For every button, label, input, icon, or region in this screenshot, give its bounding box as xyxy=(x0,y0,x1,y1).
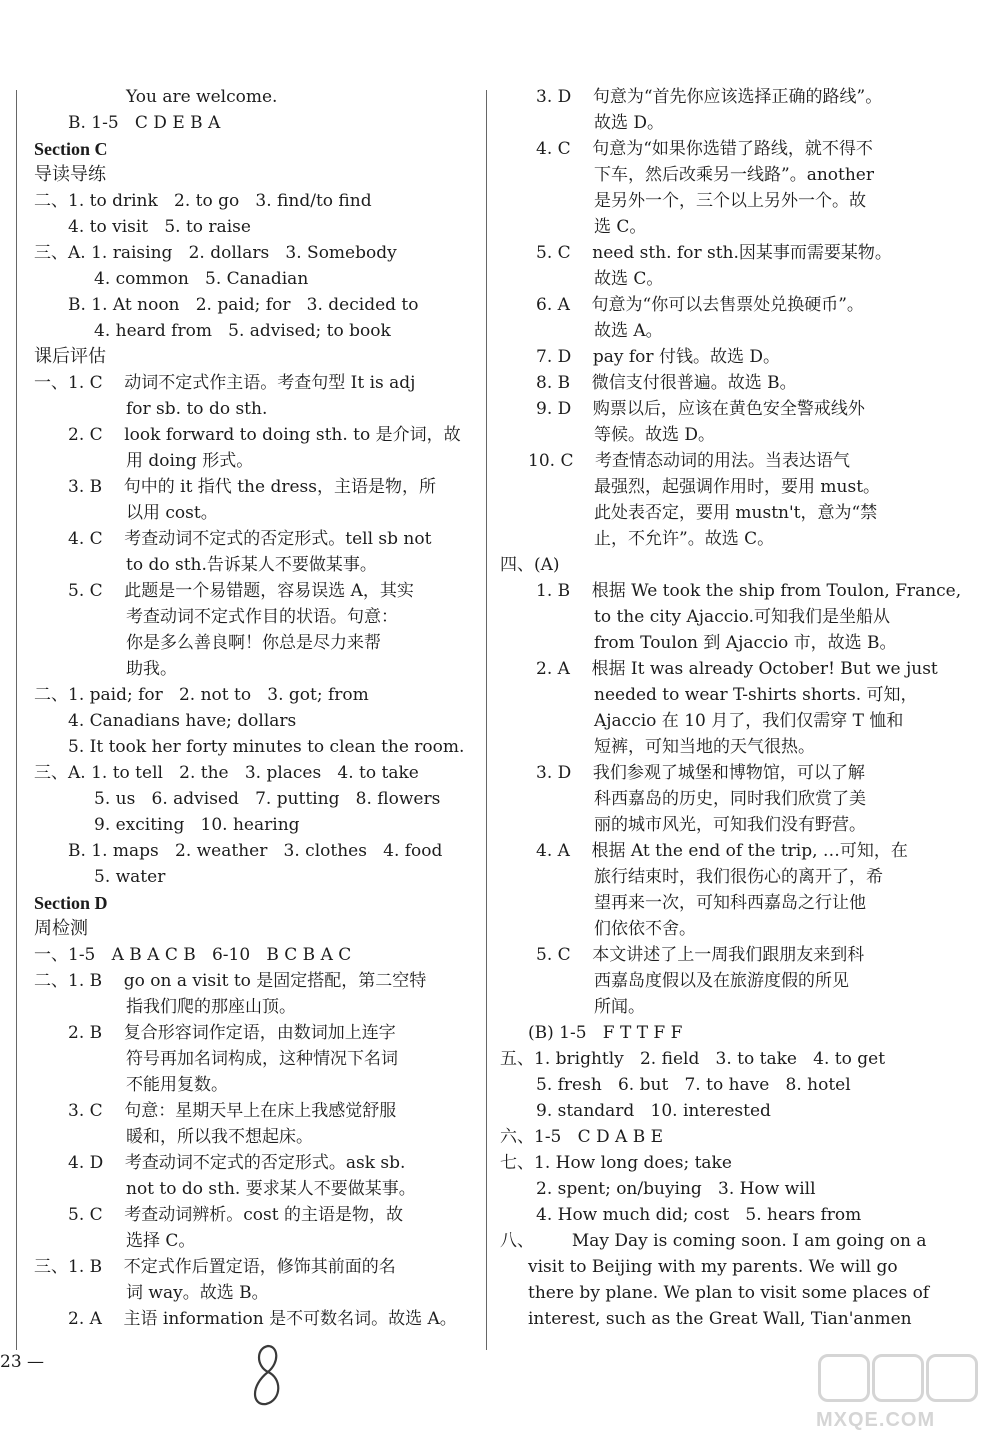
text-line: 暖和，所以我不想起床。 xyxy=(126,1127,313,1147)
text-line: 二、1. to drink 2. to go 3. find/to find xyxy=(34,191,372,211)
text-line: 你是多么善良啊！你总是尽力来帮 xyxy=(126,633,381,653)
text-line: 5. It took her forty minutes to clean the room. xyxy=(68,737,465,757)
text-line: 不能用复数。 xyxy=(126,1075,228,1095)
handwritten-mark xyxy=(238,1340,298,1410)
text-line: 2. A 主语 information 是不可数名词。故选 A。 xyxy=(68,1309,457,1329)
text-line: 故选 D。 xyxy=(594,113,665,133)
text-line: 指我们爬的那座山顶。 xyxy=(126,997,296,1017)
text-line: from Toulon 到 Ajaccio 市，故选 B。 xyxy=(594,633,897,653)
text-line: 2. C look forward to doing sth. to 是介词，故 xyxy=(68,425,461,445)
text-line: 3. D 句意为“首先你应该选择正确的路线”。 xyxy=(536,87,883,107)
text-line: 2. B 复合形容词作定语，由数词加上连字 xyxy=(68,1023,396,1043)
text-line: B. 1. At noon 2. paid; for 3. decided to xyxy=(68,295,419,315)
text-line: 词 way。故选 B。 xyxy=(126,1283,269,1303)
text-line: not to do sth. 要求某人不要做某事。 xyxy=(126,1179,416,1199)
text-line: 5. C need sth. for sth.因某事而需要某物。 xyxy=(536,243,892,263)
text-line: 望再来一次，可知科西嘉岛之行让他 xyxy=(594,893,866,913)
text-line: 此处表否定，要用 mustn't，意为“禁 xyxy=(594,503,878,523)
text-line: 5. us 6. advised 7. putting 8. flowers xyxy=(94,789,441,809)
text-line: 短裤，可知当地的天气很热。 xyxy=(594,737,815,757)
text-line: 4. Canadians have; dollars xyxy=(68,711,297,731)
text-line: 丽的城市风光，可知我们没有野营。 xyxy=(594,815,866,835)
text-line: 用 doing 形式。 xyxy=(126,451,254,471)
text-line: 一、1-5 A B A C B 6-10 B C B A C xyxy=(34,945,352,965)
text-line: interest, such as the Great Wall, Tian'anmen xyxy=(528,1309,912,1329)
text-line: 2. A 根据 It was already October! But we just xyxy=(536,659,938,679)
section-heading: Section D xyxy=(34,893,108,913)
text-line: needed to wear T-shirts shorts. 可知， xyxy=(594,685,918,705)
text-line: 等候。故选 D。 xyxy=(594,425,716,445)
answer-column-left xyxy=(34,84,484,1332)
text-line: 4. common 5. Canadian xyxy=(94,269,309,289)
text-line: 助我。 xyxy=(126,659,177,679)
text-line: 导读导练 xyxy=(34,164,106,185)
text-line: 3. B 句中的 it 指代 the dress，主语是物，所 xyxy=(68,477,436,497)
text-line: 故选 C。 xyxy=(594,269,664,289)
text-line: 4. How much did; cost 5. hears from xyxy=(536,1205,862,1225)
left-margin-rule xyxy=(16,90,17,1350)
text-line: 3. D 我们参观了城堡和博物馆，可以了解 xyxy=(536,763,865,783)
watermark-logo-char-3 xyxy=(926,1354,978,1402)
text-line: 4. A 根据 At the end of the trip, …可知，在 xyxy=(536,841,908,861)
text-line: to the city Ajaccio.可知我们是坐船从 xyxy=(594,607,891,627)
section-heading: Section C xyxy=(34,139,108,159)
text-line: 4. D 考查动词不定式的否定形式。ask sb. xyxy=(68,1153,406,1173)
text-line: 4. C 考查动词不定式的否定形式。tell sb not xyxy=(68,529,432,549)
text-line: You are welcome. xyxy=(126,87,278,107)
text-line: 二、1. paid; for 2. not to 3. got; from xyxy=(34,685,369,705)
text-line: to do sth.告诉某人不要做某事。 xyxy=(126,555,377,575)
text-line: 三、A. 1. to tell 2. the 3. places 4. to take xyxy=(34,763,419,783)
text-line: 一、1. C 动词不定式作主语。考查句型 It is adj xyxy=(34,373,416,393)
text-line: 5. fresh 6. but 7. to have 8. hotel xyxy=(536,1075,851,1095)
text-line: 4. C 句意为“如果你选错了路线，就不得不 xyxy=(536,139,873,159)
text-line: 三、A. 1. raising 2. dollars 3. Somebody xyxy=(34,243,397,263)
text-line: 下车，然后改乘另一线路”。another xyxy=(594,165,874,185)
column-divider xyxy=(486,90,487,1350)
text-line: 考查动词不定式作目的状语。句意： xyxy=(126,607,398,627)
text-line: 3. C 句意：星期天早上在床上我感觉舒服 xyxy=(68,1101,397,1121)
text-line: B. 1. maps 2. weather 3. clothes 4. food xyxy=(68,841,443,861)
watermark xyxy=(814,1352,984,1432)
text-line: 9. D 购票以后，应该在黄色安全警戒线外 xyxy=(536,399,865,419)
text-line: 10. C 考查情态动词的用法。当表达语气 xyxy=(528,451,851,471)
text-line: B. 1-5 C D E B A xyxy=(68,113,221,133)
watermark-logo-char-2 xyxy=(872,1354,924,1402)
text-line: 5. C 此题是一个易错题，容易误选 A，其实 xyxy=(68,581,414,601)
watermark-logo-char-1 xyxy=(818,1354,870,1402)
text-line: 9. exciting 10. hearing xyxy=(94,815,300,835)
text-line: 三、1. B 不定式作后置定语，修饰其前面的名 xyxy=(34,1257,396,1277)
text-line: 4. heard from 5. advised; to book xyxy=(94,321,391,341)
text-line: visit to Beijing with my parents. We will go xyxy=(528,1257,898,1277)
text-line: 选择 C。 xyxy=(126,1231,196,1251)
text-line: 故选 A。 xyxy=(594,321,663,341)
text-line: 6. A 句意为“你可以去售票处兑换硬币”。 xyxy=(536,295,864,315)
text-line: 四、(A) xyxy=(500,555,560,575)
text-line: 八、 May Day is coming soon. I am going on a xyxy=(500,1231,927,1251)
text-line: 科西嘉岛的历史，同时我们欣赏了美 xyxy=(594,789,866,809)
text-line: 5. C 考查动词辨析。cost 的主语是物，故 xyxy=(68,1205,403,1225)
text-line: 8. B 微信支付很普遍。故选 B。 xyxy=(536,373,797,393)
text-line: 二、1. B go on a visit to 是固定搭配，第二空特 xyxy=(34,971,427,991)
text-line: 五、1. brightly 2. field 3. to take 4. to get xyxy=(500,1049,886,1069)
page-number: 23 — xyxy=(0,1352,45,1372)
text-line: 七、1. How long does; take xyxy=(500,1153,732,1173)
text-line: 选 C。 xyxy=(594,217,647,237)
text-line: 止，不允许”。故选 C。 xyxy=(594,529,775,549)
text-line: 2. spent; on/buying 3. How will xyxy=(536,1179,816,1199)
text-line: 旅行结束时，我们很伤心的离开了，希 xyxy=(594,867,883,887)
text-line: 周检测 xyxy=(34,918,88,939)
text-line: 7. D pay for 付钱。故选 D。 xyxy=(536,347,780,367)
text-line: 所闻。 xyxy=(594,997,645,1017)
text-line: 4. to visit 5. to raise xyxy=(68,217,251,237)
text-line: 5. C 本文讲述了上一周我们跟朋友来到科 xyxy=(536,945,865,965)
text-line: Ajaccio 在 10 月了，我们仅需穿 T 恤和 xyxy=(594,711,904,731)
text-line: 1. B 根据 We took the ship from Toulon, France, xyxy=(536,581,962,601)
text-line: (B) 1-5 F T T F F xyxy=(528,1023,683,1043)
text-line: 是另外一个，三个以上另外一个。故 xyxy=(594,191,866,211)
text-line: 最强烈，起强调作用时，要用 must。 xyxy=(594,477,881,497)
text-line: 符号再加名词构成，这种情况下名词 xyxy=(126,1049,398,1069)
text-line: 课后评估 xyxy=(34,346,106,367)
text-line: 六、1-5 C D A B E xyxy=(500,1127,664,1147)
text-line: 们依依不舍。 xyxy=(594,919,696,939)
text-line: 西嘉岛度假以及在旅游度假的所见 xyxy=(594,971,849,991)
text-line: for sb. to do sth. xyxy=(126,399,268,419)
watermark-url: MXQE.COM xyxy=(816,1409,936,1431)
text-line: 以用 cost。 xyxy=(126,503,218,523)
text-line: 5. water xyxy=(94,867,166,887)
answer-column-right xyxy=(500,84,962,1332)
text-line: there by plane. We plan to visit some places of xyxy=(528,1283,930,1303)
text-line: 9. standard 10. interested xyxy=(536,1101,771,1121)
